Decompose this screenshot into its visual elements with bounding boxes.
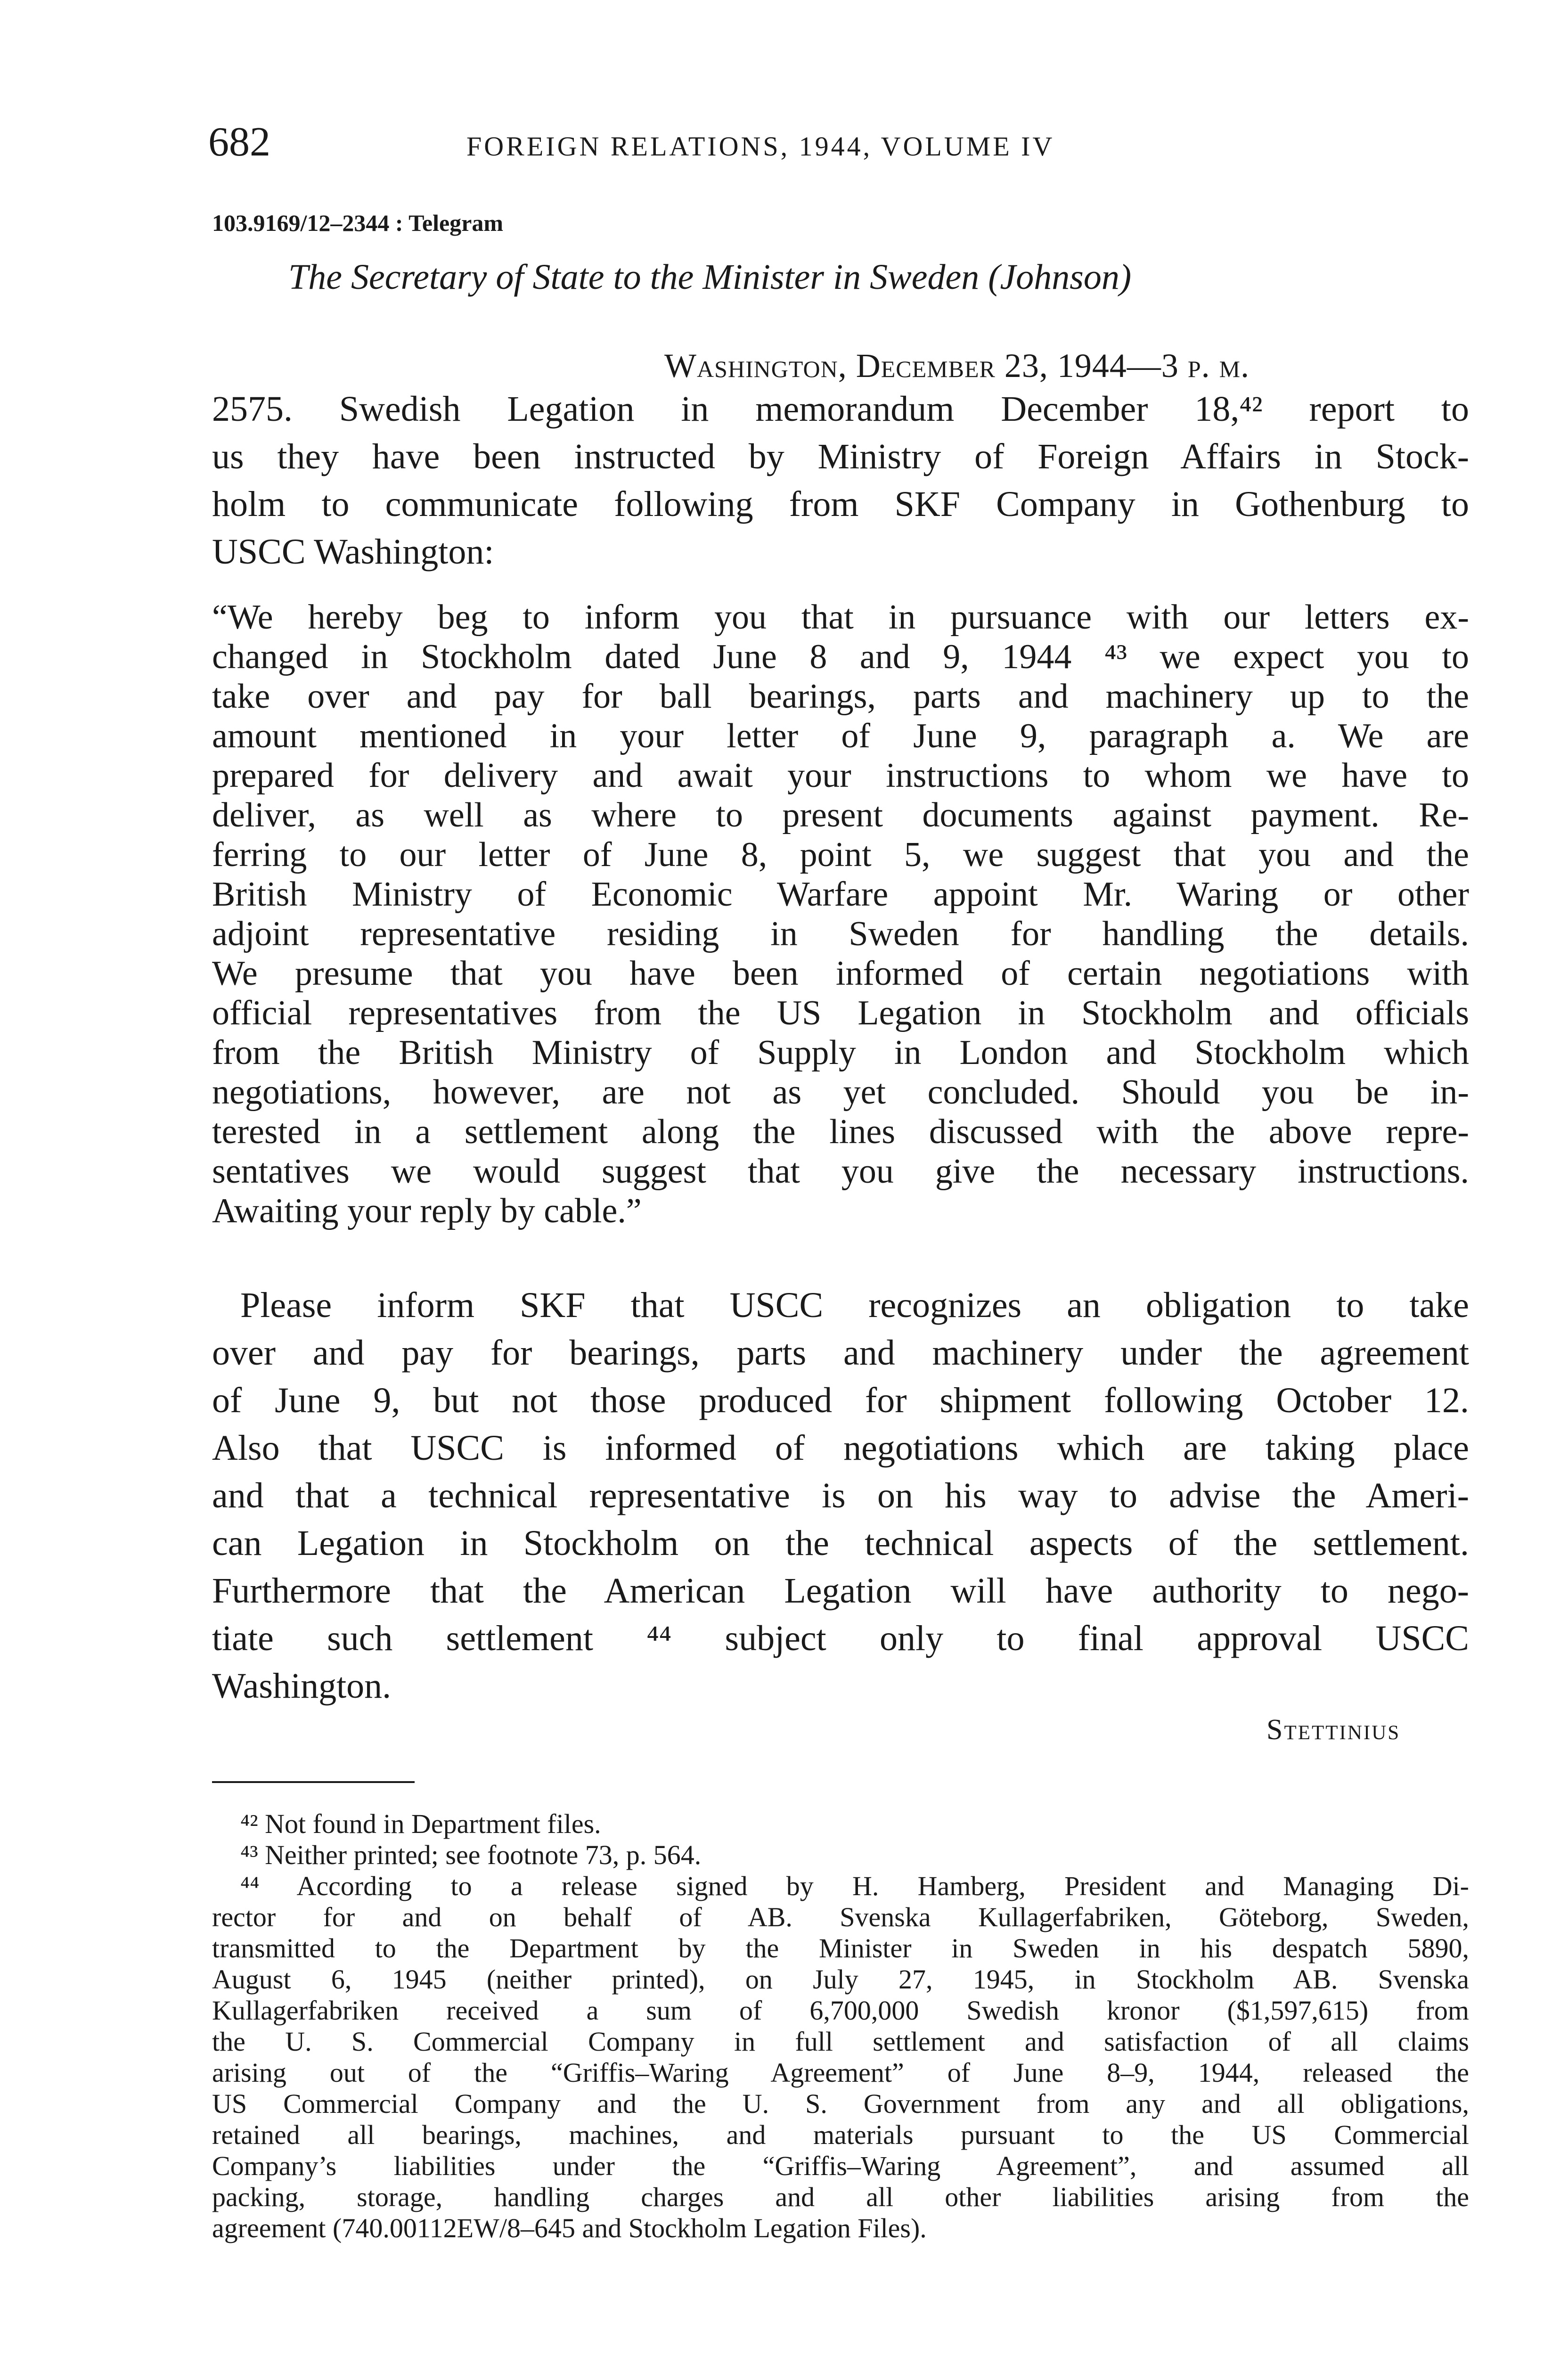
text-line: official representatives from the US Legation in Stockholm and officials xyxy=(212,994,1469,1032)
text-line: Washington. xyxy=(212,1666,392,1706)
intro-paragraph xyxy=(212,385,1469,576)
text-line: over and pay for bearings, parts and machinery under the agreement xyxy=(212,1333,1469,1373)
quoted-message xyxy=(212,597,1469,1231)
text-line: “We hereby beg to inform you that in pursuance with our letters ex- xyxy=(212,598,1469,637)
text-line: of June 9, but not those produced for shipment following October 12. xyxy=(212,1381,1469,1420)
file-reference: 103.9169/12–2344 : Telegram xyxy=(212,210,504,236)
text-line: from the British Ministry of Supply in London and Stockholm which xyxy=(212,1033,1469,1072)
footnote-line: ⁴³ Neither printed; see footnote 73, p. 564. xyxy=(240,1840,702,1870)
footnote-line: Kullagerfabriken received a sum of 6,700,000 Swedish kronor ($1,597,615) from xyxy=(212,1995,1469,2026)
text-line: deliver, as well as where to present documents against payment. Re- xyxy=(212,796,1469,834)
text-line: holm to communicate following from SKF Company in Gothenburg to xyxy=(212,484,1469,524)
footnote-line: ⁴² Not found in Department files. xyxy=(240,1808,601,1839)
text-line: We presume that you have been informed of certain negotiations with xyxy=(212,954,1469,993)
text-line: tiate such settlement ⁴⁴ subject only to final approval USCC xyxy=(212,1619,1469,1658)
signature: Stettinius xyxy=(1266,1714,1401,1746)
text-line: changed in Stockholm dated June 8 and 9, 1944 ⁴³ we expect you to xyxy=(212,638,1469,676)
footnote-line: rector for and on behalf of AB. Svenska Kullagerfabriken, Göteborg, Sweden, xyxy=(212,1902,1469,1932)
text-line: adjoint representative residing in Sweden for handling the details. xyxy=(212,915,1469,953)
text-line: take over and pay for ball bearings, parts and machinery up to the xyxy=(212,677,1469,716)
text-line: Furthermore that the American Legation will have authority to nego- xyxy=(212,1571,1469,1611)
running-head: FOREIGN RELATIONS, 1944, VOLUME IV xyxy=(466,131,1055,162)
footnote-line: Company’s liabilities under the “Griffis–Waring Agreement”, and assumed all xyxy=(212,2151,1469,2181)
footnote-43 xyxy=(212,1840,1469,1871)
text-line: British Ministry of Economic Warfare appoint Mr. Waring or other xyxy=(212,875,1469,914)
text-line: 2575. Swedish Legation in memorandum December 18,⁴² report to xyxy=(212,389,1469,429)
footnote-line: US Commercial Company and the U. S. Government from any and all obligations, xyxy=(212,2088,1469,2119)
text-line: us they have been instructed by Ministry of Foreign Affairs in Stock- xyxy=(212,437,1469,476)
footnote-rule xyxy=(212,1781,415,1783)
text-line: Please inform SKF that USCC recognizes an obligation to take xyxy=(240,1285,1469,1325)
footnote-line: retained all bearings, machines, and materials pursuant to the US Commercial xyxy=(212,2119,1469,2150)
text-line: ferring to our letter of June 8, point 5, we suggest that you and the xyxy=(212,835,1469,874)
footnote-line: ⁴⁴ According to a release signed by H. Hamberg, President and Managing Di- xyxy=(240,1871,1469,1901)
text-line: amount mentioned in your letter of June 9, paragraph a. We are xyxy=(212,717,1469,755)
text-line: Awaiting your reply by cable.” xyxy=(212,1192,642,1230)
dateline: Washington, December 23, 1944—3 p. m. xyxy=(664,347,1250,384)
footnote-44 xyxy=(212,1871,1469,2244)
text-line: negotiations, however, are not as yet concluded. Should you be in- xyxy=(212,1073,1469,1112)
instruction-paragraph xyxy=(212,1282,1469,1710)
footnote-line: packing, storage, handling charges and all other liabilities arising from the xyxy=(212,2182,1469,2212)
text-line: prepared for delivery and await your instructions to whom we have to xyxy=(212,756,1469,795)
document-title: The Secretary of State to the Minister in Sweden (Johnson) xyxy=(288,257,1132,297)
text-line: sentatives we would suggest that you give the necessary instructions. xyxy=(212,1152,1469,1191)
footnote-42 xyxy=(212,1808,1469,1840)
footnote-line: the U. S. Commercial Company in full settlement and satisfaction of all claims xyxy=(212,2026,1469,2057)
text-line: can Legation in Stockholm on the technical aspects of the settlement. xyxy=(212,1523,1469,1563)
page-number: 682 xyxy=(208,119,270,165)
text-line: USCC Washington: xyxy=(212,532,494,572)
footnote-line: arising out of the “Griffis–Waring Agreement” of June 8–9, 1944, released the xyxy=(212,2057,1469,2088)
footnote-line: transmitted to the Department by the Minister in Sweden in his despatch 5890, xyxy=(212,1933,1469,1963)
text-line: and that a technical representative is on his way to advise the Ameri- xyxy=(212,1476,1469,1515)
text-line: terested in a settlement along the lines discussed with the above repre- xyxy=(212,1113,1469,1151)
footnote-line: agreement (740.00112EW/8–645 and Stockholm Legation Files). xyxy=(212,2213,927,2243)
footnote-line: August 6, 1945 (neither printed), on July 27, 1945, in Stockholm AB. Svenska xyxy=(212,1964,1469,1995)
text-line: Also that USCC is informed of negotiations which are taking place xyxy=(212,1428,1469,1468)
